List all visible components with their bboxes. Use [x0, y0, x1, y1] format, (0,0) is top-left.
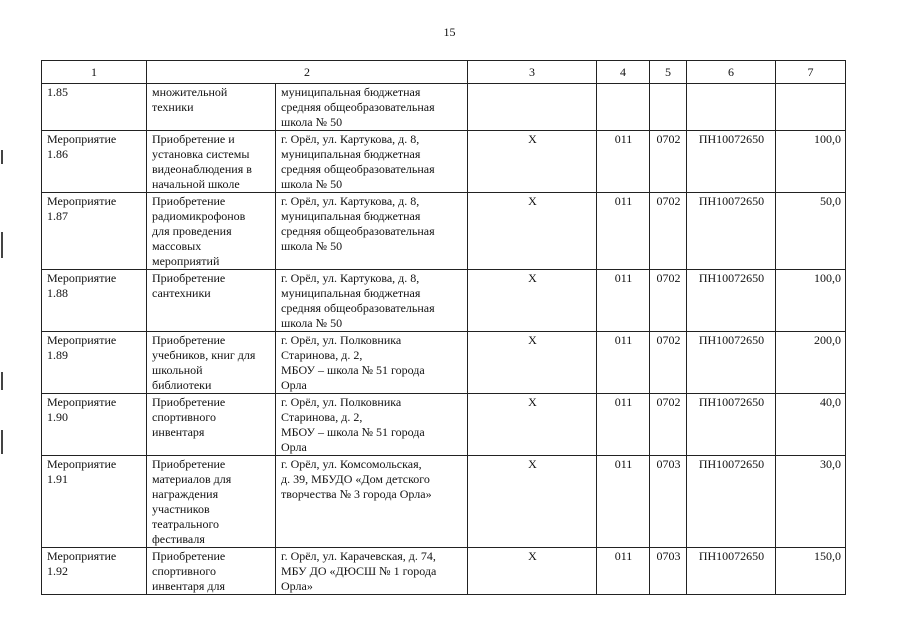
section-code-cell: 0702 — [650, 394, 687, 456]
event-id-cell: Мероприятие 1.87 — [42, 193, 147, 270]
section-code-cell: 0702 — [650, 193, 687, 270]
event-id-cell: 1.85 — [42, 84, 147, 131]
section-code-cell: 0703 — [650, 456, 687, 548]
target-article-cell: ПН10072650 — [687, 270, 776, 332]
scan-margin-mark — [1, 372, 3, 390]
section-code-cell — [650, 84, 687, 131]
ministry-code-cell: 011 — [597, 332, 650, 394]
amount-cell: 30,0 — [776, 456, 846, 548]
table-row — [42, 131, 846, 193]
ministry-code-cell: 011 — [597, 270, 650, 332]
table-row — [42, 548, 846, 595]
amount-cell: 100,0 — [776, 270, 846, 332]
marker-cell: Х — [468, 131, 597, 193]
event-name-cell: Приобретение учебников, книг для школьной библиотеки — [147, 332, 276, 394]
ministry-code-cell: 011 — [597, 456, 650, 548]
address-cell: муниципальная бюджетная средняя общеобразовательная школа № 50 — [276, 84, 468, 131]
marker-cell: Х — [468, 332, 597, 394]
event-id-cell: Мероприятие 1.92 — [42, 548, 147, 595]
address-cell: г. Орёл, ул. Карачевская, д. 74, МБУ ДО «ДЮСШ № 1 города Орла» — [276, 548, 468, 595]
event-name-cell: Приобретение радиомикрофонов для проведения массовых мероприятий — [147, 193, 276, 270]
address-cell: г. Орёл, ул. Полковника Старинова, д. 2, МБОУ – школа № 51 города Орла — [276, 394, 468, 456]
table-row — [42, 332, 846, 394]
column-header: 7 — [776, 61, 846, 84]
address-cell: г. Орёл, ул. Картукова, д. 8, муниципальная бюджетная средняя общеобразовательная школа № 50 — [276, 193, 468, 270]
column-header: 3 — [468, 61, 597, 84]
event-name-cell: Приобретение материалов для награждения участников театрального фестиваля — [147, 456, 276, 548]
amount-cell: 50,0 — [776, 193, 846, 270]
section-code-cell: 0702 — [650, 332, 687, 394]
column-header: 1 — [42, 61, 147, 84]
marker-cell: Х — [468, 548, 597, 595]
target-article-cell: ПН10072650 — [687, 131, 776, 193]
events-table — [41, 60, 846, 595]
column-number-header-row — [42, 61, 846, 84]
event-name-cell: множительной техники — [147, 84, 276, 131]
address-cell: г. Орёл, ул. Полковника Старинова, д. 2, МБОУ – школа № 51 города Орла — [276, 332, 468, 394]
table-row — [42, 394, 846, 456]
table-row — [42, 193, 846, 270]
marker-cell: Х — [468, 394, 597, 456]
marker-cell: Х — [468, 193, 597, 270]
target-article-cell — [687, 84, 776, 131]
marker-cell: Х — [468, 270, 597, 332]
event-id-cell: Мероприятие 1.90 — [42, 394, 147, 456]
amount-cell: 40,0 — [776, 394, 846, 456]
amount-cell — [776, 84, 846, 131]
page-number: 15 — [443, 25, 456, 39]
column-header: 5 — [650, 61, 687, 84]
table-row — [42, 456, 846, 548]
ministry-code-cell: 011 — [597, 193, 650, 270]
event-id-cell: Мероприятие 1.86 — [42, 131, 147, 193]
marker-cell: Х — [468, 456, 597, 548]
target-article-cell: ПН10072650 — [687, 332, 776, 394]
address-cell: г. Орёл, ул. Комсомольская, д. 39, МБУДО «Дом детского творчества № 3 города Орла» — [276, 456, 468, 548]
section-code-cell: 0703 — [650, 548, 687, 595]
table-row — [42, 270, 846, 332]
event-name-cell: Приобретение и установка системы видеонаблюдения в начальной школе — [147, 131, 276, 193]
target-article-cell: ПН10072650 — [687, 394, 776, 456]
ministry-code-cell — [597, 84, 650, 131]
scan-margin-mark — [1, 150, 3, 164]
amount-cell: 100,0 — [776, 131, 846, 193]
address-cell: г. Орёл, ул. Картукова, д. 8, муниципальная бюджетная средняя общеобразовательная школа № 50 — [276, 270, 468, 332]
ministry-code-cell: 011 — [597, 394, 650, 456]
table-row — [42, 84, 846, 131]
address-cell: г. Орёл, ул. Картукова, д. 8, муниципальная бюджетная средняя общеобразовательная школа № 50 — [276, 131, 468, 193]
section-code-cell: 0702 — [650, 131, 687, 193]
event-id-cell: Мероприятие 1.91 — [42, 456, 147, 548]
ministry-code-cell: 011 — [597, 131, 650, 193]
event-name-cell: Приобретение спортивного инвентаря — [147, 394, 276, 456]
event-id-cell: Мероприятие 1.88 — [42, 270, 147, 332]
amount-cell: 150,0 — [776, 548, 846, 595]
column-header: 6 — [687, 61, 776, 84]
column-header: 4 — [597, 61, 650, 84]
target-article-cell: ПН10072650 — [687, 548, 776, 595]
column-header: 2 — [147, 61, 468, 84]
marker-cell — [468, 84, 597, 131]
target-article-cell: ПН10072650 — [687, 193, 776, 270]
event-name-cell: Приобретение сантехники — [147, 270, 276, 332]
event-id-cell: Мероприятие 1.89 — [42, 332, 147, 394]
amount-cell: 200,0 — [776, 332, 846, 394]
ministry-code-cell: 011 — [597, 548, 650, 595]
section-code-cell: 0702 — [650, 270, 687, 332]
event-name-cell: Приобретение спортивного инвентаря для — [147, 548, 276, 595]
target-article-cell: ПН10072650 — [687, 456, 776, 548]
scan-margin-mark — [1, 232, 3, 258]
scan-margin-mark — [1, 430, 3, 454]
